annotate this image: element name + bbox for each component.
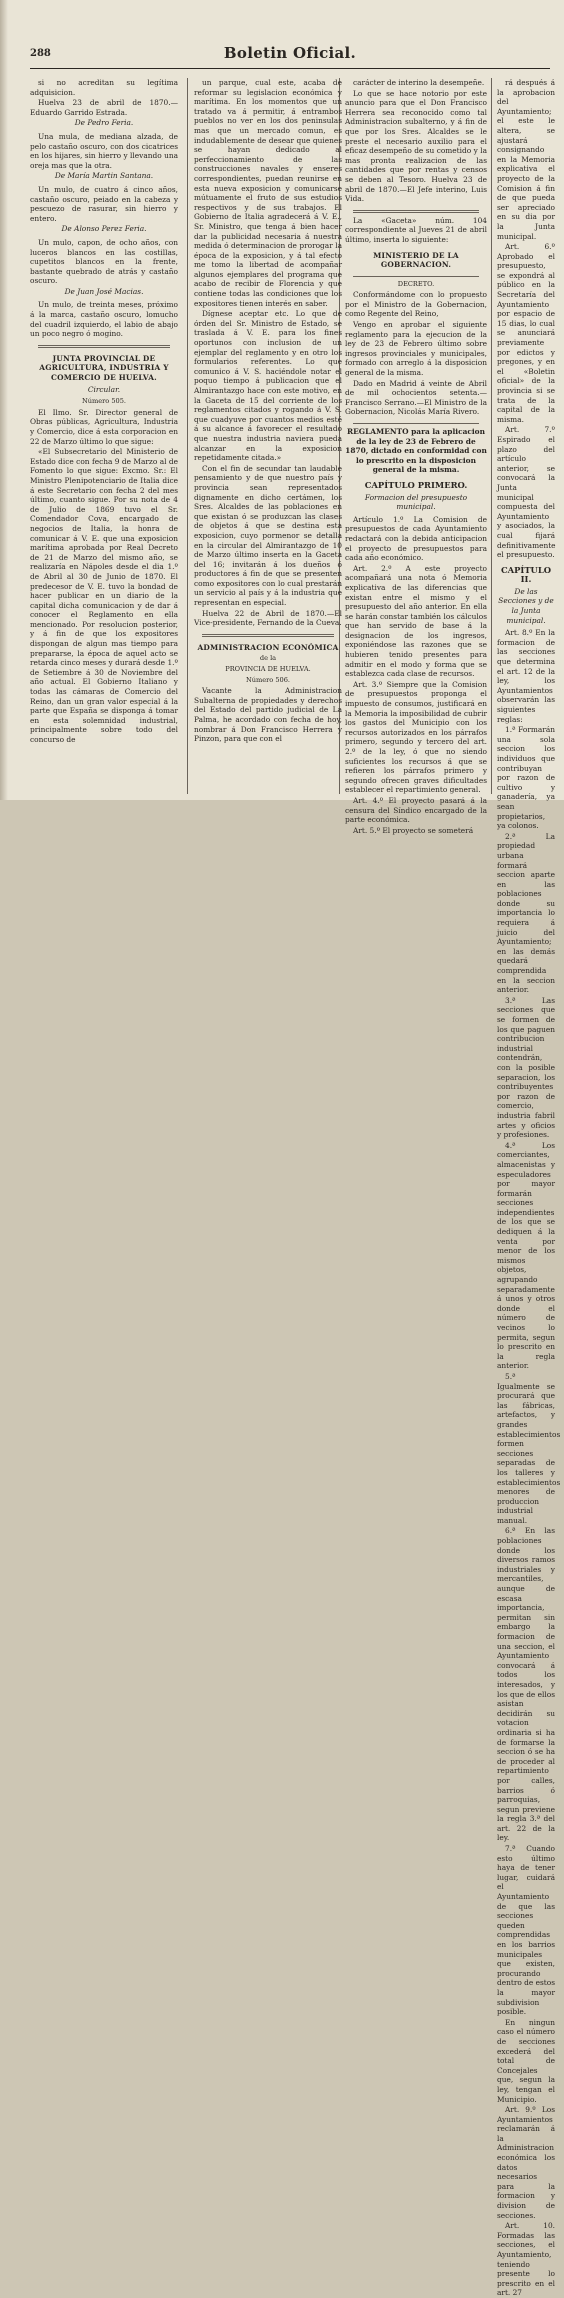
ministry-heading: MINISTERIO DE LA GOBERNACION.: [373, 250, 459, 270]
paragraph: Artículo 1.º La Comision de presupuestos de cada Ayuntamiento redactará con la debida anticipacion el proyecto de presupuestos para cada año económico.: [345, 514, 487, 563]
section-separator: [202, 634, 334, 637]
short-rule: [353, 276, 479, 277]
paragraph: «El Subsecretario del Ministerio de Estado dice con fecha 9 de Marzo al de Fomento lo que sigue: Excmo. Sr.: El Ministro Plenipotenciario de Italia dice á este Secretario con fecha 2 del mes último, cuanto sigue. Por su nota de 4 de Julio de 1869 tuvo el Sr. Comendador Cova, encargado de negocios de Italia, la honra de comunicar á V. E. que una exposicion marítima aprobada por Real Decreto de 21 de Marzo del mismo año, se realizaría en Nápoles desde el dia 1.º de Abril al 30 de Junio de 1870. El predecesor de V. E. tuvo la bondad de hacer publicar en un diario de la capital dicha comunicacion y de dar á conocer el Reglamento en ella mencionado. Por resolucion posterior, y á fin de que los expositores dispongan de algun mas tiempo para prepararse, la época de aquel acto se retarda cinco meses y durará desde 1.º de Setiembre á 30 de Noviembre del año actual. El Gobierno Italiano y todas las cámaras de Comercio del Reino, dan un gran valor especial á la parte que España se disponga á tomar en esta solemnidad industrial, principalmente sobre todo del concurso de: [30, 447, 178, 744]
chapter-subtitle: De las Secciones y de la Junta municipal.: [498, 586, 554, 625]
paragraph: Un mulo, de treinta meses, próximo á la marca, castaño oscuro, lomucho del cuadril izquierdo, el labio de abajo un poco negro ó mogino.: [30, 300, 178, 339]
paragraph: En ningun caso el número de secciones excederá del total de Concejales que, segun la ley, tengan el Municipio.: [497, 2017, 555, 2104]
chapter-subtitle: Formacion del presupuesto municipal.: [364, 492, 468, 512]
paragraph: 7.ª Cuando esto último haya de tener lugar, cuidará el Ayuntamiento de que las secciones queden comprendidas en los barrios municipales que existen, procurando dentro de estos la mayor subdivision posible.: [497, 1844, 555, 2017]
paragraph: 4.ª Los comerciantes, almacenistas y especuladores por mayor formarán secciones independientes de los que se dediquen á la venta por menor de los mismos objetos, agrupando separadamente á unos y otros donde el número de vecinos lo permita, segun lo prescrito en la regla anterior.: [497, 1140, 555, 1371]
section-separator: [353, 210, 479, 213]
column-divider: [187, 78, 188, 794]
paragraph: 6.ª En las poblaciones donde los diversos ramos industriales y mercantiles, aunque de escasa importancia, permitan sin embargo la formacion de una seccion, el Ayuntamiento convocará á todos los interesados, y los que de ellos asistan decidirán su votacion ordinaria si ha de formarse la seccion ó se ha de proceder al repartimiento por calles, barrios ó parroquias, segun previene la regla 3.ª del art. 22 de la ley.: [497, 1526, 555, 1843]
paragraph: Art. 3.º Siempre que la Comision de presupuestos proponga el impuesto de consumos, justificará en la Memoria la imposibilidad de cubrir los gastos del Municipio con los recursos autorizados en los párrafos primero, segundo y tercero del art. 2.º de la ley, ó que no siendo suficientes los recursos á que se refieren los párrafos primero y segundo ofrecen graves dificultades establecer el repartimiento general.: [345, 679, 487, 795]
paragraph: Art. 4.º El proyecto pasará á la censura del Síndico encargado de la parte económica.: [345, 795, 487, 825]
paragraph: 5.ª Igualmente se procurará que las fábricas, artefactos, y grandes establecimientos formen secciones separadas de los talleres y establecimientos menores de produccion industrial manual.: [497, 1371, 561, 1525]
column-2: [194, 78, 342, 794]
owner-heading: De María Martin Santana.: [54, 171, 154, 181]
paragraph: Art. 6.º Aprobado el presupuesto, se expondrá al público en la Secretaría del Ayuntamiento por espacio de 15 dias, lo cual se anunciará previamente por edictos y pregones, y en el «Boletin oficial» de la provincia si se trata de la capital de la misma.: [497, 242, 555, 424]
owner-heading: De Pedro Feria.: [74, 118, 134, 128]
paragraph: Lo que se hace notorio por este anuncio para que el Don Francisco Herrera sea reconocido como tal Administracion subalterno, y á fin de que por los Sres. Alcaldes se le preste el necesario auxilio para el eficaz desempeño de su cometido y la mas pronta realizacion de las cantidades que por rentas y censos se deben al Tesoro. Huelva 23 de abril de 1870.—El Jefe interino, Luis Vida.: [345, 88, 487, 204]
paragraph: Conformándome con lo propuesto por el Ministro de la Gobernacion, como Regente del Reino,: [345, 290, 487, 319]
section-subheading: PROVINCIA DE HUELVA.: [225, 665, 311, 674]
paragraph: Art. 8.º En la formacion de las secciones que determina el art. 12 de la ley, los Ayuntamientos observarán las siguientes reglas:: [497, 628, 555, 724]
chapter-heading: CAPÍTULO II.: [500, 564, 552, 585]
paragraph: Art. 9.º Los Ayuntamientos reclamarán á la Administracion económica los datos necesarios para la formacion y division de secciones.: [497, 2105, 555, 2220]
paragraph: Vengo en aprobar el siguiente reglamento para la ejecucion de la ley de 23 de Febrero último sobre ingresos provinciales y municipales, formado con arreglo á la disposicion general de la misma.: [345, 320, 487, 378]
paragraph: un parque, cual este, acaba de reformar su legislacion económica y marítima. En los momentos que un tratado va á permitir, á entrambos pueblos no ver en los dos peninsulas mas que un mercado comun, es indudablemente de desear que quienes se hayan dedicado al perfeccionamiento de las construcciones navales y enseres correspondientes, puedan reunirse en esta nueva exposicion y comunicarse mútuamente el fruto de sus estudios respectivos y de sus trabajos. El Gobierno de Italia agradecerá á V. E., Sr. Ministro, que tenga á bien hacer dar la publicidad necesaria á nuestra medida ó determinacion de prorogar la época de la exposicion, y á tal efecto me tomo la libertad de acompañar algunos ejemplares del programa que acabo de recibir de Florencia y que contiene todas las condiciones que los expositores tienen interés en saber.: [194, 78, 342, 308]
paragraph: 3.ª Las secciones que se formen de los que paguen contribucion industrial contendrán, con la posible separacion, los contribuyentes por razon de comercio, industria fabril artes y oficios y profesiones.: [497, 995, 555, 1140]
document-number: Número 505.: [81, 397, 127, 406]
signature-line: Huelva 22 de Abril de 1870.—El Vice-presidente, Fernando de la Cueva.: [194, 608, 342, 628]
paragraph: Un mulo, de cuatro á cinco años, castaño oscuro, peiado en la cabeza y pescuezo de rasurar, sin hierro y entero.: [30, 184, 178, 223]
paragraph: rá después á la aprobacion del Ayuntamiento; el este le altera, se ajustará consignando en la Memoria explicativa el proyecto de la Comision á fin de que pueda ser apreciado en su dia por la Junta municipal.: [497, 78, 555, 241]
paragraph: El Ilmo. Sr. Director general de Obras públicas, Agricultura, Industria y Comercio, dice á esta corporacion en 22 de Marzo último lo que sigue:: [30, 407, 178, 446]
paragraph: Art. 7.º Espirado el plazo del artículo anterior, se convocará la Junta municipal compuesta del Ayuntamiento y asociados, la cual fijará definitivamente el presupuesto.: [497, 425, 556, 560]
paragraph: Una mula, de mediana alzada, de pelo castaño oscuro, con dos cicatrices en los hijares, sin hierro y llevando una oreja mas que la otra.: [30, 131, 178, 170]
chapter-heading: CAPÍTULO PRIMERO.: [364, 479, 468, 490]
page-number: 288: [30, 48, 51, 59]
paragraph: La «Gaceta» núm. 104 correspondiente al Jueves 21 de abril último, inserta lo siguiente:: [345, 215, 487, 244]
document-number: Número 506.: [245, 675, 291, 684]
paragraph: Con el fin de secundar tan laudable pensamiento y de que nuestro país y provincia sean representados dignamente en dicho certámen, los Sres. Alcaldes de las poblaciones en que existan ó se produzcan las clases de objetos á que se destina esta exposicion, cuyo pormenor se detalla en la circular del Almirantazgo de 10 de Marzo último inserta en la Gaceta del 16; invitarán á los dueños ó productores á fin de que se presenten como expositores con lo cual prestarán un servicio al país y á la industria que representan en especial.: [194, 463, 342, 608]
paragraph: carácter de interino la desempeñe.: [353, 78, 485, 87]
paragraph: 1.ª Formarán una sola seccion los individuos que contribuyan por razon de cultivo y ganadería, ya sean propietarios, ya colonos.: [497, 725, 555, 831]
short-rule: [353, 423, 479, 424]
owner-heading: De Alonso Perez Feria.: [61, 224, 147, 234]
paragraph: Vacante la Administracion Subalterna de propiedades y derechos del Estado del partido judicial de La Palma, he acordado con fecha de hoy, nombrar á Don Francisco Herrera y Pinzon, para que con el: [194, 686, 342, 744]
paragraph: Art. 5.º El proyecto se someterá: [353, 825, 474, 835]
section-heading: JUNTA PROVINCIAL DE AGRICULTURA, INDUSTRIA Y COMERCIO DE HUELVA.: [39, 353, 169, 383]
column-3: [345, 78, 487, 835]
section-heading: ADMINISTRACION ECONÓMICA: [197, 642, 339, 652]
page-header: [30, 44, 550, 69]
paragraph: Dado en Madrid á veinte de Abril de mil ochocientos setenta.—Francisco Serrano.—El Ministro de la Gobernacion, Nicolás María Rivero.: [345, 378, 487, 417]
paragraph: si no acreditan su legítima adquisicion.: [30, 78, 178, 97]
paragraph: Huelva 23 de abril de 1870.—Eduardo Garrido Estrada.: [30, 98, 178, 117]
paragraph: Art. 10. Formadas las secciones, el Ayuntamiento, teniendo presente lo prescrito en el art. 27: [497, 2221, 555, 2298]
owner-heading: De Juan José Macias.: [64, 286, 144, 296]
paragraph: Art. 2.º A este proyecto acompañará una nota ó Memoria explicativa de las diferencias que existan entre el mismo y el presupuesto del año anterior. En ella se harán constar también los cálculos que han servido de base á la designacion de los ingresos, exponiéndose las razones que se hubieren tenido presentes para admitir en el modo y forma que se establezca cada clase de recursos.: [345, 563, 487, 679]
regulation-title: REGLAMENTO para la aplicacion de la ley de 23 de Febrero de 1870, dictado en conformidad con lo prescrito en la disposicion general de la misma.: [345, 427, 487, 475]
column-1: [30, 78, 178, 794]
page-title: Boletin Oficial.: [223, 44, 357, 62]
decree-label: DECRETO.: [397, 279, 435, 288]
paragraph: 2.ª La propiedad urbana formará seccion aparte en las poblaciones donde su importancia lo requiera á juicio del Ayuntamiento; en las demás quedará comprendida en la seccion anterior.: [497, 831, 555, 995]
column-divider: [491, 78, 492, 794]
paragraph: Dígnese aceptar etc. Lo que de órden del Sr. Ministro de Estado, se traslada á V. E. para los fines oportunos con inclusion de un ejemplar del reglamento y en otro los formularios referentes. Lo que comunico á V. S. haciéndole notar el poquo tiempo á publicacion que el Almirantazgo hace con este motivo, en la Gaceta de 15 del corriente de los reglamentos citados y rogando á V. S. que cuadyuve por cuantos medios esté á su alcance á favorecer el resultado que nuestra industria naviera pueda alcanzar en la exposicion repetidamente citada.»: [194, 309, 342, 463]
section-separator: [38, 345, 170, 348]
paragraph: Un mulo, capon, de ocho años, con luceros blancos en las costillas, cupetitos blancos en la frente, bastante quebrado de atrás y castaño oscuro.: [30, 237, 178, 286]
section-heading-connector: de la: [259, 654, 277, 663]
column-4: [497, 78, 561, 2298]
circular-label: Circular.: [87, 384, 121, 394]
